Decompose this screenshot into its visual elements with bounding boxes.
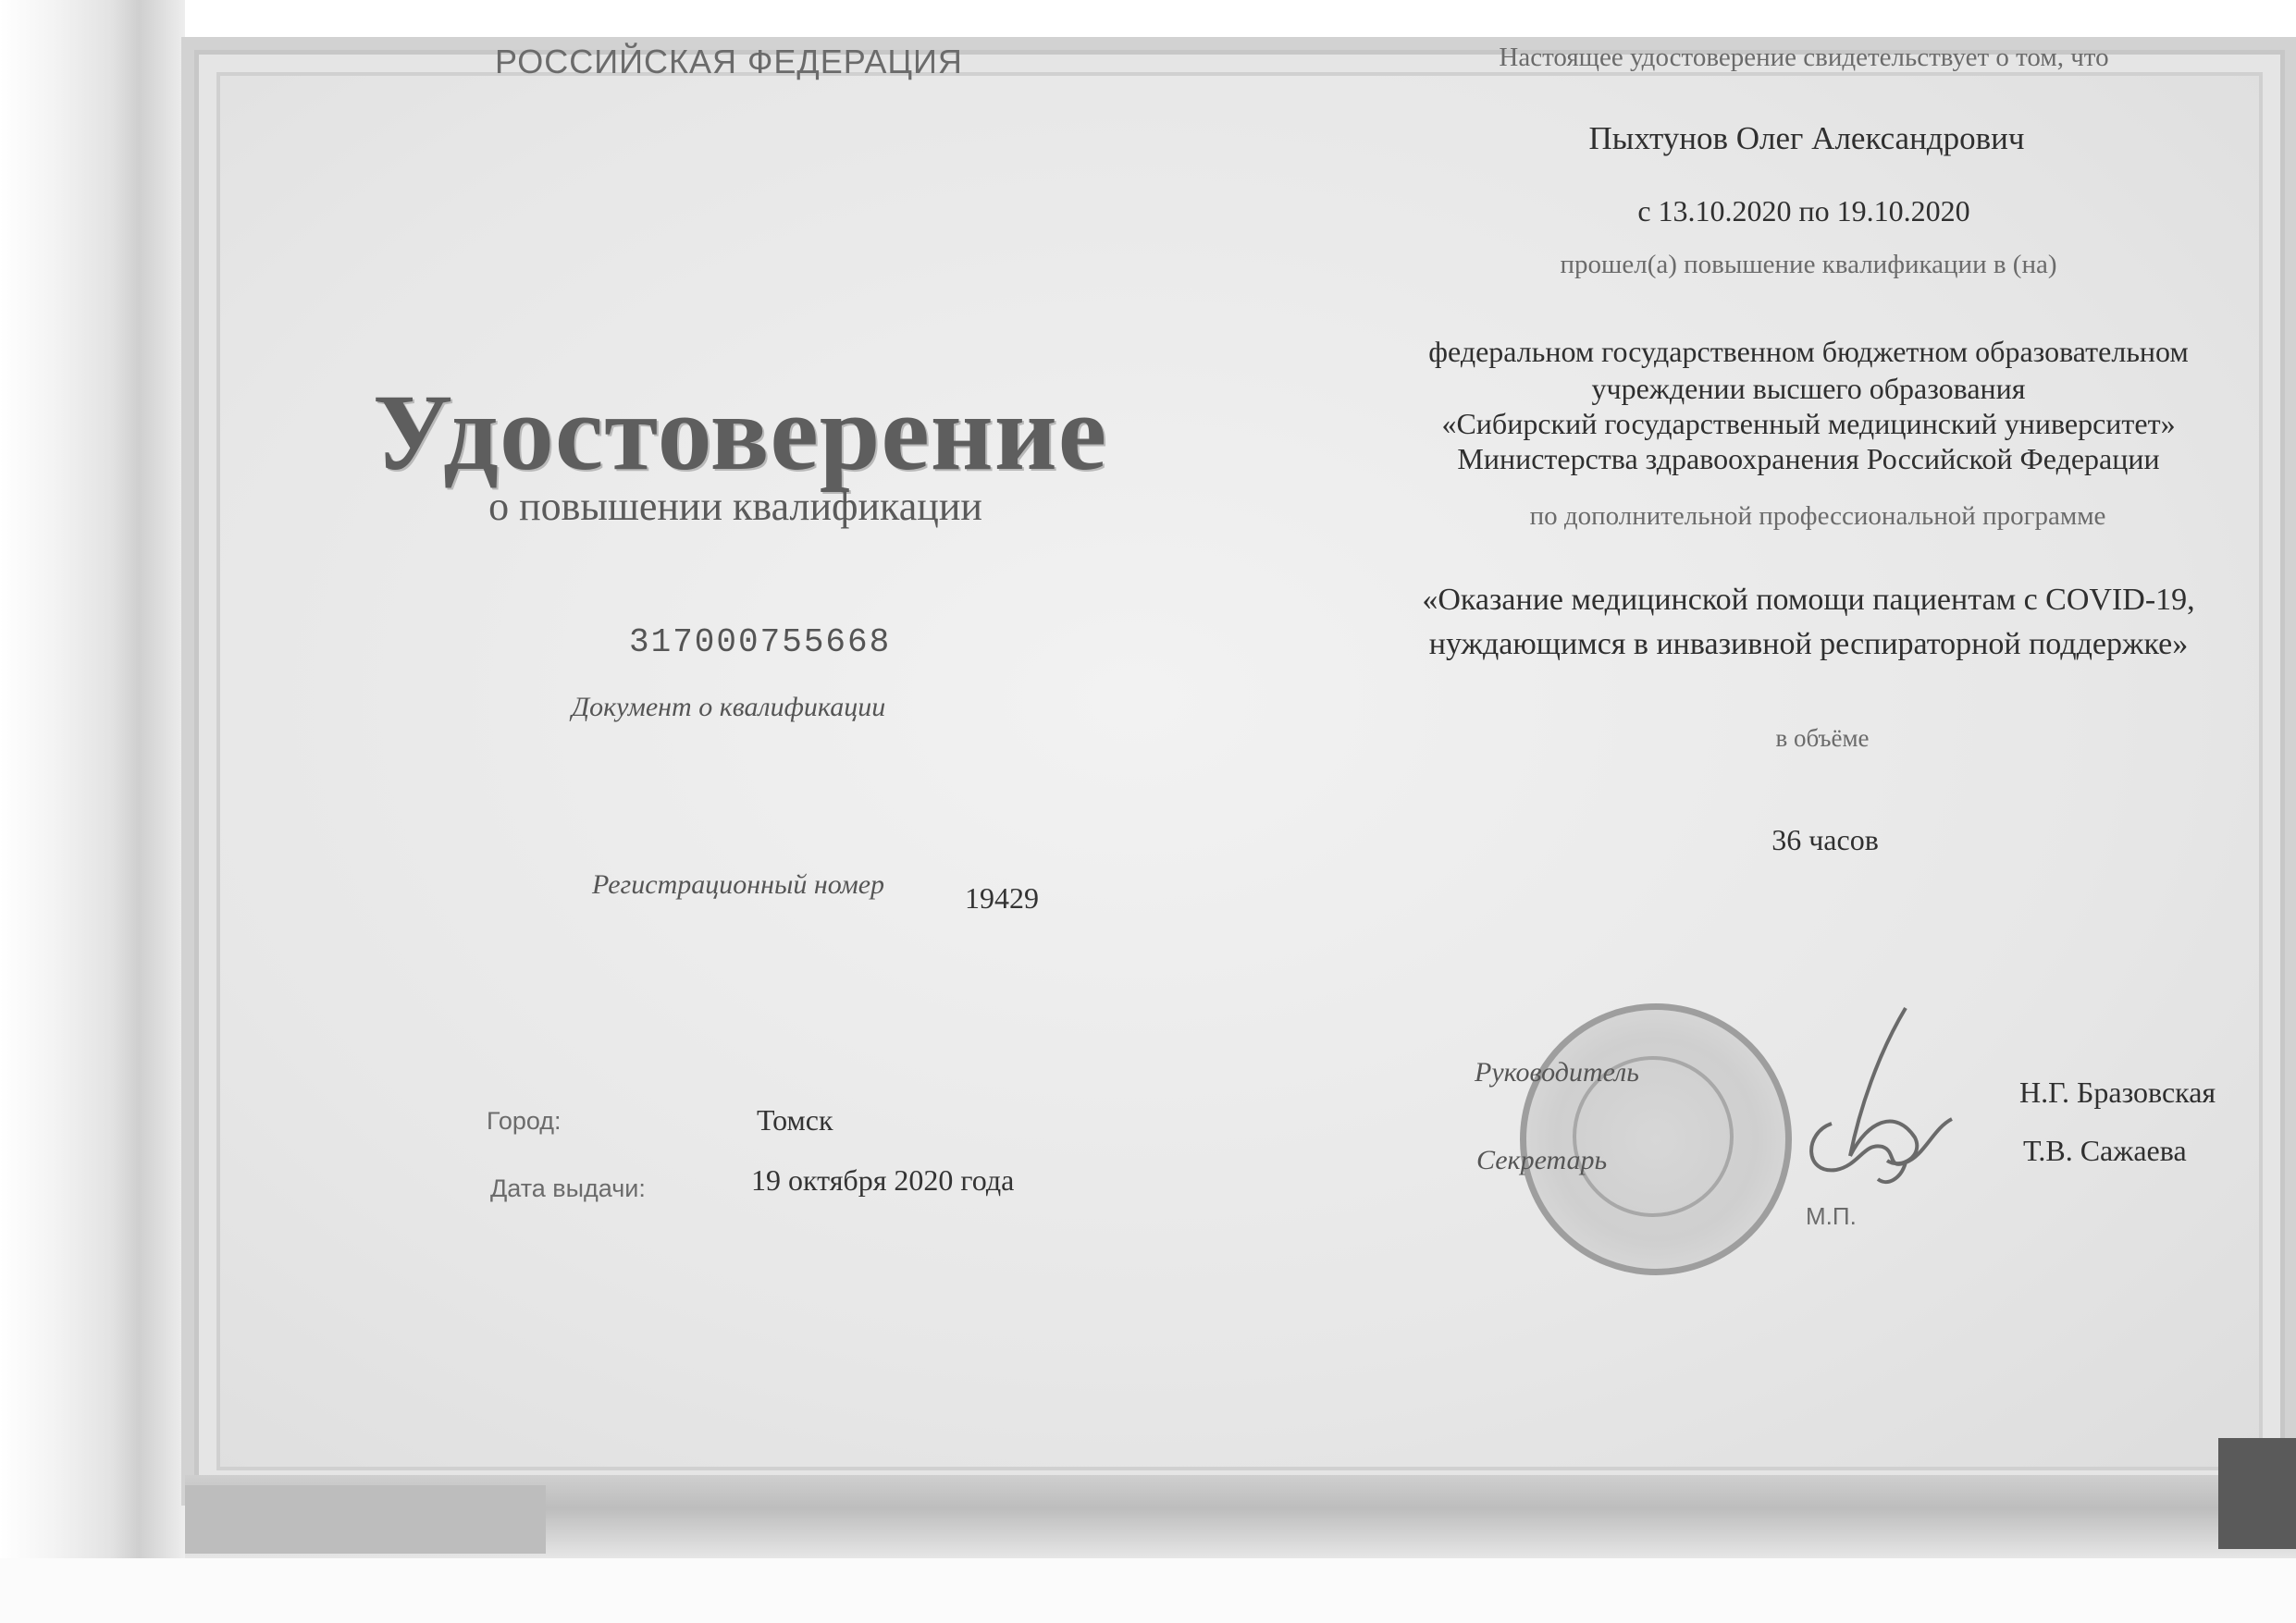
holder-name: Пыхтунов Олег Александрович	[1588, 120, 2025, 156]
secretary-label: Секретарь	[1476, 1145, 1608, 1175]
scan-shadow-block	[185, 1485, 546, 1554]
document-subtitle: о повышении квалификации	[488, 484, 982, 529]
signature-secretary-icon	[1795, 1105, 1961, 1188]
training-period: с 13.10.2020 по 19.10.2020	[1637, 194, 1970, 227]
city-value: Томск	[757, 1103, 833, 1137]
organization-line-3: «Сибирский государственный медицинский университет»	[1441, 407, 2176, 440]
program-title-line-1: «Оказание медицинской помощи пациентам с COVID-19,	[1422, 583, 2195, 617]
issue-date-label: Дата выдачи:	[490, 1174, 646, 1202]
document-number-caption: Документ о квалификации	[572, 692, 886, 722]
passed-text: прошел(а) повышение квалификации в (на)	[1560, 250, 2057, 279]
country-heading: РОССИЙСКАЯ ФЕДЕРАЦИЯ	[495, 43, 963, 80]
city-label: Город:	[487, 1107, 562, 1135]
registration-label: Регистрационный номер	[592, 869, 885, 900]
program-intro: по дополнительной профессиональной программе	[1529, 501, 2106, 531]
document-number: 317000755668	[629, 623, 892, 661]
organization-line-4: Министерства здравоохранения Российской Федерации	[1457, 442, 2160, 475]
head-name: Н.Г. Бразовская	[2019, 1076, 2216, 1109]
head-label: Руководитель	[1475, 1057, 1639, 1088]
secretary-name: Т.В. Сажаева	[2023, 1134, 2187, 1167]
organization-line-1: федеральном государственном бюджетном образовательном	[1428, 335, 2189, 368]
issue-date-value: 19 октября 2020 года	[751, 1163, 1015, 1197]
program-title-line-2: нуждающимся в инвазивной респираторной поддержке»	[1428, 627, 2189, 661]
volume-value: 36 часов	[1771, 823, 1879, 856]
seal-place-label: М.П.	[1806, 1202, 1857, 1230]
scan-bottom-margin	[0, 1558, 2296, 1623]
document-title: Удостоверение	[372, 372, 1108, 493]
volume-label: в объёме	[1775, 724, 1870, 752]
intro-text: Настоящее удостоверение свидетельствует о том, что	[1499, 43, 2109, 72]
scan-dark-corner	[2218, 1438, 2296, 1549]
scan-left-edge	[0, 0, 185, 1623]
organization-line-2: учреждении высшего образования	[1591, 372, 2026, 405]
registration-number: 19429	[965, 881, 1039, 915]
